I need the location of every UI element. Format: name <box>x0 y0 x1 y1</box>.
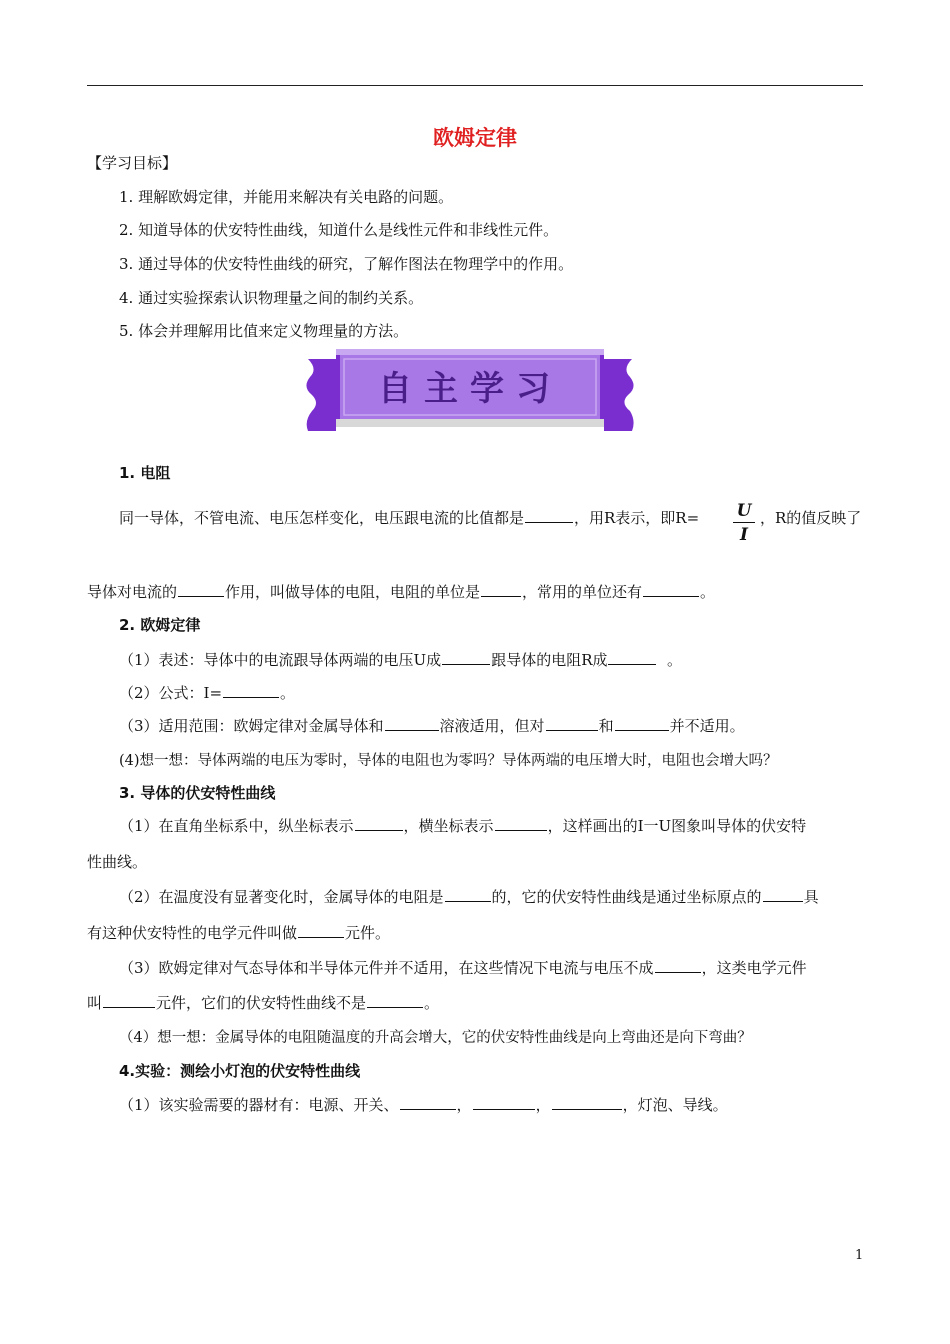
goal-item-5: 5. 体会并理解用比值来定义物理量的方法。 <box>119 322 409 340</box>
section-1-heading: 1. 电阻 <box>119 464 171 482</box>
s2-line-3: （3）适用范围：欧姆定律对金属导体和 溶液适用，但对 和 并不适用。 <box>119 717 745 735</box>
blank <box>385 716 439 731</box>
goal-item-2: 2. 知道导体的伏安特性曲线，知道什么是线性元件和非线性元件。 <box>119 221 559 239</box>
s1-para-1-end: ，R的值反映了 <box>760 509 862 527</box>
blank <box>178 582 224 597</box>
goal-item-3: 3. 通过导体的伏安特性曲线的研究，了解作图法在物理学中的作用。 <box>119 255 574 273</box>
s3-line-2: （2）在温度没有显著变化时，金属导体的电阻是 的，它的伏安特性曲线是通过坐标原点的 具 <box>119 888 819 906</box>
page-title: 欧姆定律 <box>433 126 517 150</box>
s2-line-1: （1）表述：导体中的电流跟导体两端的电压U成 跟导体的电阻R成 。 <box>119 651 683 669</box>
s1-para-2: 导体对电流的 作用，叫做导体的电阻，电阻的单位是 ，常用的单位还有 。 <box>87 583 716 601</box>
fraction-u-over-i: $\frac{U}{I}$ <box>733 500 755 547</box>
blank <box>552 1095 622 1110</box>
page-number: 1 <box>855 1248 864 1263</box>
s2-line-4: (4)想一想：导体两端的电压为零时，导体的电阻也为零吗？导体两端的电压增大时，电阻也会增大吗？ <box>119 753 778 769</box>
blank <box>763 887 803 902</box>
blank <box>608 650 656 665</box>
blank <box>481 582 521 597</box>
s3-line-3-cont: 叫 元件，它们的伏安特性曲线不是 。 <box>87 994 440 1012</box>
s3-line-1-cont: 性曲线。 <box>87 853 148 871</box>
banner-shadow <box>336 419 604 427</box>
section-4-heading: 4.实验：测绘小灯泡的伏安特性曲线 <box>119 1062 361 1080</box>
blank <box>525 508 573 523</box>
section-3-heading: 3. 导体的伏安特性曲线 <box>119 784 276 802</box>
blank <box>615 716 669 731</box>
blank <box>495 816 547 831</box>
section-2-heading: 2. 欧姆定律 <box>119 616 201 634</box>
blank <box>103 993 155 1008</box>
blank <box>367 993 423 1008</box>
header-rule <box>87 85 863 86</box>
blank <box>355 816 403 831</box>
banner-text: 自主学习 <box>378 369 562 409</box>
s2-line-2: （2）公式：I= 。 <box>119 684 296 702</box>
blank <box>442 650 490 665</box>
s4-line-1: （1）该实验需要的器材有：电源、开关、 ， ， ，灯泡、导线。 <box>119 1096 728 1114</box>
study-banner <box>300 345 640 437</box>
blank <box>655 958 701 973</box>
blank <box>473 1095 535 1110</box>
blank <box>223 683 279 698</box>
blank <box>400 1095 456 1110</box>
goals-heading: 【学习目标】 <box>87 154 178 172</box>
banner-top-strip <box>336 349 604 355</box>
s3-line-2-cont: 有这种伏安特性的电学元件叫做 元件。 <box>87 924 391 942</box>
s1-para-1: 同一导体，不管电流、电压怎样变化，电压跟电流的比值都是 ，用R表示，即R= <box>119 509 700 527</box>
blank <box>445 887 491 902</box>
s3-line-4: （4）想一想：金属导体的电阻随温度的升高会增大，它的伏安特性曲线是向上弯曲还是向下弯曲？ <box>119 1030 752 1046</box>
blank <box>298 923 344 938</box>
s3-line-1: （1）在直角坐标系中，纵坐标表示 ，横坐标表示 ，这样画出的I一U图象叫导体的伏安特 <box>119 817 807 835</box>
blank <box>546 716 598 731</box>
goal-item-1: 1. 理解欧姆定律，并能用来解决有关电路的问题。 <box>119 188 454 206</box>
s3-line-3: （3）欧姆定律对气态导体和半导体元件并不适用，在这些情况下电流与电压不成 ，这类电学元件 <box>119 959 807 977</box>
goal-item-4: 4. 通过实验探索认识物理量之间的制约关系。 <box>119 289 424 307</box>
blank <box>643 582 699 597</box>
